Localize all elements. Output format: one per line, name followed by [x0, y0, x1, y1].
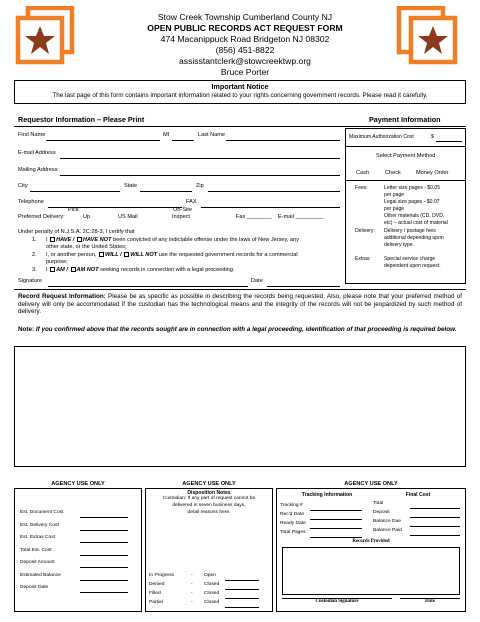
- disposition-line1: Custodian: If any part of request cannot be: [162, 496, 256, 501]
- cert1-line: I HAVE / HAVE NOT been convicted of any indictable offense under the laws of New Jersey, any: [46, 237, 300, 243]
- est-delivery-cost-field[interactable]: [80, 530, 128, 531]
- have-not-checkbox[interactable]: [77, 237, 82, 242]
- ready-date-field[interactable]: [310, 528, 362, 529]
- final-total-label: Total: [373, 501, 384, 506]
- delivery-option-us-mail[interactable]: US Mail: [118, 214, 138, 220]
- status-in-progress: In Progress: [149, 573, 175, 578]
- dollar-sign: $: [431, 134, 434, 140]
- status-filled-field[interactable]: [225, 598, 259, 599]
- payment-cash-option[interactable]: Cash: [356, 170, 370, 176]
- header-address: 474 Macanippuck Road Bridgeton NJ 08302: [160, 34, 330, 44]
- status-closed: Closed: [204, 600, 220, 605]
- disposition-notes-title: Disposition Notes: [187, 490, 231, 496]
- disposition-line3: detail reasons here.: [187, 510, 231, 515]
- delivery-fee-label: Delivery:: [355, 228, 375, 234]
- deposit-amount-label: Deposit Amount: [20, 560, 55, 565]
- fee-other-cont: etc) – actual cost of material: [384, 220, 448, 226]
- notice-text: The last page of this form contains important information related to your rights concerning government records. Please read it carefully.: [52, 92, 428, 99]
- est-document-cost-field[interactable]: [80, 517, 128, 518]
- payment-divider-2: [345, 180, 466, 181]
- custodian-date-label: Date: [425, 599, 435, 604]
- disposition-line2: delivered in seven business days,: [172, 503, 246, 508]
- payment-section-title: Payment Information: [369, 115, 441, 124]
- onsite-label: On-Site: [173, 207, 192, 213]
- status-dash: -: [191, 582, 193, 587]
- est-extras-cost-field[interactable]: [80, 542, 128, 543]
- fee-legal-unit: per page: [384, 206, 405, 212]
- agency-header-1: AGENCY USE ONLY: [51, 481, 105, 487]
- state-label: State: [124, 183, 138, 189]
- cert3-line: I AM / AM NOT seeking records in connection with a legal proceeding.: [46, 267, 235, 273]
- balance-due-label: Balance Due: [373, 519, 402, 524]
- zip-field[interactable]: [208, 191, 340, 192]
- status-closed: Closed: [204, 582, 220, 587]
- total-est-cost-label: Total Est. Cost: [20, 548, 52, 553]
- zip-label: Zip: [196, 183, 204, 189]
- notice-title: Important Notice: [211, 82, 269, 91]
- record-request-info: Record Request Information: Please be as specific as possible in describing the records being requested. Also, please note that your preferred method of delivery will only be accommodated if the custodian has the technological means and the integrity of the records will not be jeopardized by such method of delivery.: [18, 293, 463, 316]
- final-deposit-field[interactable]: [410, 517, 460, 518]
- important-notice-box: [14, 80, 466, 104]
- estimated-balance-label: Estimated Balance: [20, 573, 61, 578]
- custodian-signature-label: Custodian Signature: [315, 599, 359, 604]
- city-label: City: [18, 183, 28, 189]
- status-in-progress-field[interactable]: [225, 580, 259, 581]
- tracking-number-field[interactable]: [310, 510, 362, 511]
- mailing-label: Mailing Address: [18, 167, 58, 173]
- status-partial: Partial: [149, 600, 163, 605]
- section-divider: [14, 126, 466, 127]
- email-field[interactable]: [60, 158, 340, 159]
- cert3-number: 3.: [32, 267, 37, 273]
- date-label: Date: [251, 278, 263, 284]
- first-name-label: First Name: [18, 132, 46, 138]
- penalty-statement: Under penalty of N.J.S.A. 2C:28-3, I certify that: [18, 229, 135, 235]
- balance-paid-label: Balance Paid: [373, 528, 402, 533]
- am-checkbox[interactable]: [50, 267, 55, 272]
- will-checkbox[interactable]: [99, 252, 104, 257]
- deposit-date-label: Deposit Date: [20, 585, 49, 590]
- fax-field[interactable]: [201, 207, 340, 208]
- ready-date-label: Ready Date: [280, 521, 306, 526]
- status-denied-field[interactable]: [225, 589, 259, 590]
- extras-line2: dependent upon request.: [384, 263, 441, 269]
- balance-due-field[interactable]: [410, 526, 460, 527]
- final-deposit-label: Deposit: [373, 510, 390, 515]
- header-township: Stow Creek Township Cumberland County NJ: [157, 12, 333, 22]
- header-email: assisstantclerk@stowcreektwp.org: [179, 56, 311, 66]
- city-field[interactable]: [30, 191, 120, 192]
- delivery-option-inspect[interactable]: Inspect: [172, 214, 191, 220]
- total-pages-label: Total Pages: [280, 530, 306, 535]
- tracking-info-title: Tracking Information: [301, 492, 353, 498]
- fee-legal: Legal size pages - $0.07: [384, 199, 440, 205]
- balance-paid-field[interactable]: [410, 535, 460, 536]
- section-divider-2: [14, 289, 466, 290]
- recd-date-label: Rec'd Date: [280, 512, 305, 517]
- records-provided-area[interactable]: [282, 547, 460, 595]
- township-logo-left-icon: [14, 6, 78, 70]
- delivery-option-pickup[interactable]: Up: [83, 214, 91, 220]
- delivery-option-fax[interactable]: Fax ________: [236, 214, 272, 220]
- signature-label: Signature: [18, 278, 42, 284]
- fax-label: FAX: [186, 199, 197, 205]
- records-provided-label: Records Provided: [352, 539, 390, 544]
- status-partial-field[interactable]: [225, 607, 259, 608]
- cert1-continuation: other state, or the United States;: [46, 244, 127, 250]
- preferred-delivery-label: Preferred Delivery:: [18, 214, 65, 220]
- requestor-section-title: Requestor Information – Please Print: [18, 115, 145, 124]
- last-name-field[interactable]: [226, 140, 340, 141]
- tracking-number-label: Tracking #: [280, 503, 303, 508]
- am-not-checkbox[interactable]: [71, 267, 76, 272]
- est-extras-cost-label: Est. Extras Cost: [20, 535, 56, 540]
- date-field[interactable]: [267, 286, 340, 287]
- mailing-field[interactable]: [60, 175, 340, 176]
- delivery-option-email[interactable]: E-mail _________: [278, 214, 324, 220]
- est-document-cost-label: Est. Document Cost: [20, 510, 64, 515]
- deposit-amount-field[interactable]: [80, 567, 128, 568]
- email-label: E-mail Address: [18, 150, 56, 156]
- township-logo-right-icon: [395, 6, 459, 70]
- payment-money-order-option[interactable]: Money Order: [416, 170, 449, 176]
- status-denied: Denied: [149, 582, 165, 587]
- status-closed: Closed: [204, 591, 220, 596]
- est-delivery-cost-label: Est. Delivery Cost: [20, 523, 59, 528]
- payment-check-option[interactable]: Check: [385, 170, 401, 176]
- extras-label: Extras:: [355, 256, 371, 262]
- fee-letter: Letter size pages - $0.05: [384, 185, 441, 191]
- fee-other: Other materials (CD, DVD,: [384, 213, 445, 219]
- estimated-balance-field[interactable]: [80, 580, 128, 581]
- signature-field[interactable]: [48, 286, 248, 287]
- last-name-label: Last Name: [198, 132, 226, 138]
- payment-divider: [345, 146, 466, 147]
- max-auth-label: Maximum Authorization Cost: [349, 134, 414, 140]
- agency-header-2: AGENCY USE ONLY: [182, 481, 236, 487]
- cert2-continuation: purpose;: [46, 259, 68, 265]
- status-open: Open: [204, 573, 216, 578]
- agency-header-3: AGENCY USE ONLY: [344, 481, 398, 487]
- status-dash: -: [191, 573, 193, 578]
- state-field[interactable]: [140, 191, 192, 192]
- max-auth-field[interactable]: [436, 141, 462, 142]
- status-dash: -: [191, 600, 193, 605]
- cert2-line: I, or another person, WILL / WILL NOT use the requested government records for a commercial: [46, 252, 298, 258]
- will-not-checkbox[interactable]: [124, 252, 129, 257]
- record-request-note: Note: If you confirmed above that the records sought are in connection with a legal proceeding, identification of that proceeding is required below.: [18, 326, 457, 333]
- first-name-field[interactable]: [46, 140, 160, 141]
- header-form-title: OPEN PUBLIC RECORDS ACT REQUEST FORM: [147, 23, 343, 33]
- mi-field[interactable]: [172, 140, 194, 141]
- fee-letter-unit: per page: [384, 192, 405, 198]
- header-phone: (856) 451-8822: [215, 45, 275, 55]
- mi-label: MI: [163, 132, 170, 138]
- fees-label: Fees:: [355, 185, 368, 191]
- cert1-number: 1.: [32, 237, 37, 243]
- delivery-fee-line1: Delivery / postage fees: [384, 228, 436, 234]
- final-cost-title: Final Cost: [405, 492, 431, 498]
- final-total-field[interactable]: [410, 508, 460, 509]
- record-request-textarea[interactable]: [14, 346, 466, 467]
- status-filled: Filled: [149, 591, 161, 596]
- deposit-date-field[interactable]: [80, 592, 128, 593]
- header-contact-name: Bruce Porter: [220, 67, 270, 77]
- total-pages-field[interactable]: [310, 537, 362, 538]
- pick-label: Pick: [68, 207, 79, 213]
- select-method-label: Select Payment Method: [376, 153, 436, 159]
- delivery-fee-line2: additional depending upon: [384, 235, 444, 241]
- cert2-number: 2.: [32, 252, 37, 258]
- recd-date-field[interactable]: [310, 519, 362, 520]
- extras-line1: Special service charge: [384, 256, 436, 262]
- status-dash: -: [191, 591, 193, 596]
- delivery-fee-line3: delivery type.: [384, 242, 415, 248]
- telephone-label: Telephone: [18, 199, 44, 205]
- have-checkbox[interactable]: [50, 237, 55, 242]
- total-est-cost-field[interactable]: [80, 555, 128, 556]
